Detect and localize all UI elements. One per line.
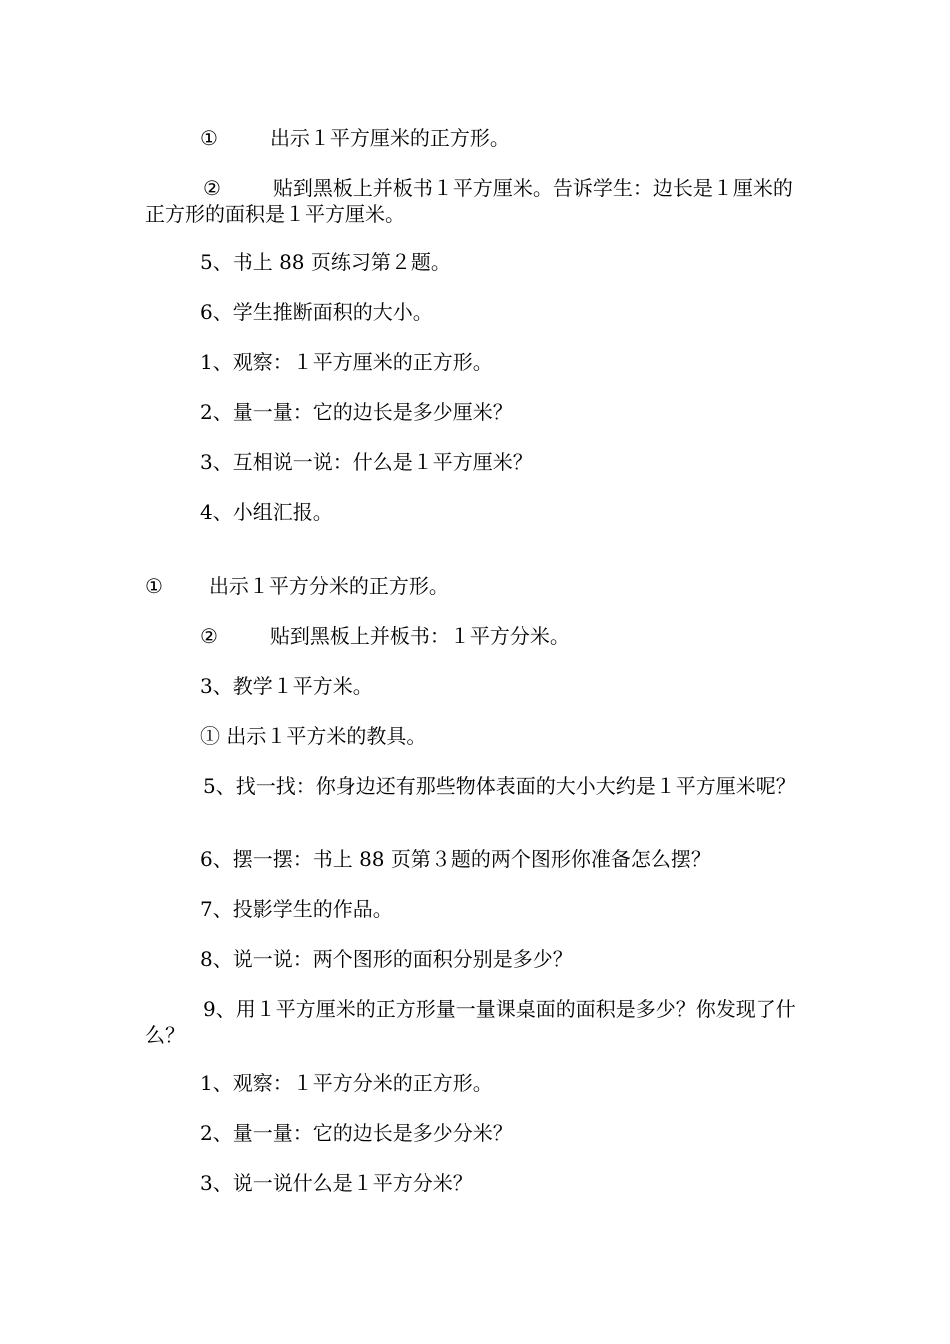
line-text: 3、互相说一说：什么是１平方厘米？ xyxy=(200,450,533,474)
text-line xyxy=(145,574,449,598)
text-line xyxy=(200,724,426,748)
text-line xyxy=(200,500,333,524)
circled-number: ① xyxy=(200,126,218,150)
line-text: 贴到黑板上并板书：１平方分米。 xyxy=(269,624,570,648)
circled-number: ① xyxy=(145,574,163,598)
text-paragraph xyxy=(145,773,807,799)
text-line xyxy=(200,1171,473,1195)
text-line xyxy=(200,847,711,871)
line-text: ① 出示１平方米的教具。 xyxy=(200,724,427,748)
line-text: 出示１平方厘米的正方形。 xyxy=(269,126,510,150)
line-text: 5、书上 88 页练习第２题。 xyxy=(200,250,451,274)
text-line xyxy=(200,1121,513,1145)
line-text: 贴到黑板上并板书１平方厘米。告诉学生：边长是１厘米的正方形的面积是１平方厘米。 xyxy=(145,176,793,226)
text-paragraph xyxy=(145,175,807,227)
text-line xyxy=(200,350,493,374)
text-line xyxy=(200,250,451,274)
line-text: 9、用１平方厘米的正方形量一量课桌面的面积是多少？你发现了什么？ xyxy=(145,997,796,1047)
text-line xyxy=(200,400,513,424)
line-text: 8、说一说：两个图形的面积分别是多少？ xyxy=(200,947,573,971)
line-text: 4、小组汇报。 xyxy=(200,500,333,524)
line-text: 5、找一找：你身边还有那些物体表面的大小大约是１平方厘米呢？ xyxy=(203,774,796,798)
text-line xyxy=(200,450,533,474)
text-paragraph xyxy=(145,996,807,1048)
line-text: 6、摆一摆：书上 88 页第３题的两个图形你准备怎么摆？ xyxy=(200,847,711,871)
text-line xyxy=(200,674,373,698)
text-line xyxy=(200,126,510,150)
circled-number: ② xyxy=(200,624,218,648)
text-line xyxy=(200,897,393,921)
line-text: 3、说一说什么是１平方分米？ xyxy=(200,1171,473,1195)
text-line xyxy=(200,300,433,324)
line-text: 2、量一量：它的边长是多少分米？ xyxy=(200,1121,513,1145)
text-line xyxy=(200,947,573,971)
line-text: 出示１平方分米的正方形。 xyxy=(208,574,449,598)
line-text: 2、量一量：它的边长是多少厘米？ xyxy=(200,400,513,424)
text-line xyxy=(200,1071,493,1095)
circled-number: ② xyxy=(203,176,221,200)
line-text: 1、观察：１平方分米的正方形。 xyxy=(200,1071,493,1095)
line-text: 7、投影学生的作品。 xyxy=(200,897,393,921)
text-line xyxy=(200,624,570,648)
line-text: 1、观察：１平方厘米的正方形。 xyxy=(200,350,493,374)
line-text: 6、学生推断面积的大小。 xyxy=(200,300,433,324)
line-text: 3、教学１平方米。 xyxy=(200,674,373,698)
